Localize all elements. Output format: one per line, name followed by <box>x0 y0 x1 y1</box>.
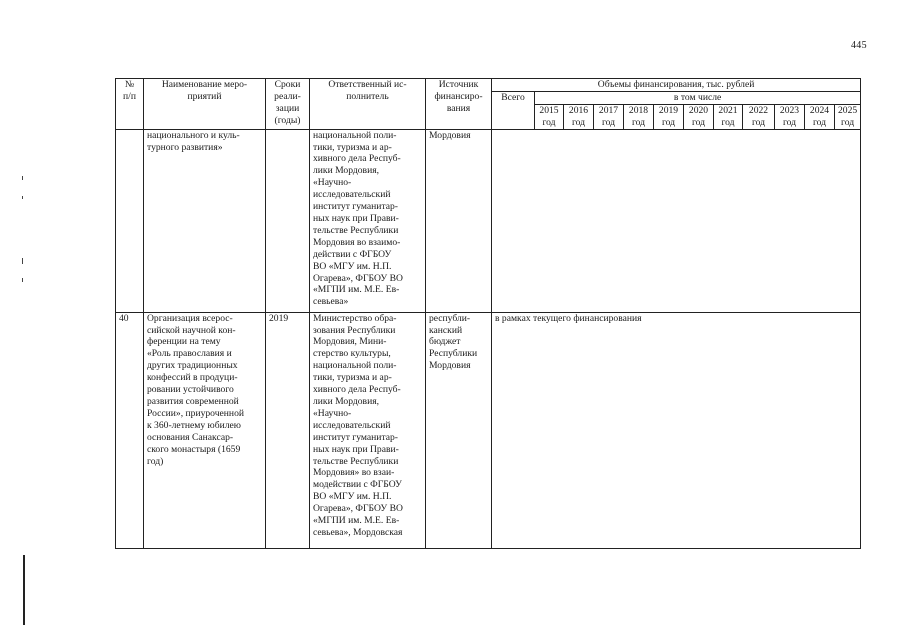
header-year: 2019 год <box>654 104 684 129</box>
row-source: республи- канский бюджет Республики Мордовия <box>426 312 492 548</box>
page-number: 445 <box>851 40 867 51</box>
header-responsible: Ответственный ис- полнитель <box>310 79 426 130</box>
header-year: 2024 год <box>805 104 835 129</box>
left-margin-marks <box>22 176 25 616</box>
header-year: 2018 год <box>624 104 654 129</box>
row-num <box>116 129 144 312</box>
row-financing: в рамках текущего финансирования <box>492 312 861 548</box>
row-responsible: Министерство обра- зования Республики Мордовия, Мини- стерство культуры, национальной поли- тики, туризма и ар- хивного дела Респуб- лики Мордовия, «Научно- исследовательский институт гуманитар- ных наук при Прави- тельстве Республики Мордовия» во взаи- модействии с ФГБОУ ВО «МГУ им. Н.П. Огарева», ФГБОУ ВО «МГПИ им. М.Е. Ев- севьева», Мордовская <box>310 312 426 548</box>
header-year: 2021 год <box>714 104 743 129</box>
header-term: Сроки реали- зации (годы) <box>266 79 310 130</box>
header-num: № п/п <box>116 79 144 130</box>
row-name: национального и куль- турного развития» <box>144 129 266 312</box>
header-year: 2025 год <box>835 104 861 129</box>
header-year: 2020 год <box>684 104 714 129</box>
row-term: 2019 <box>266 312 310 548</box>
table-row <box>116 129 861 312</box>
row-name: Организация всерос- сийской научной кон- ференции на тему «Роль православия и других традиционных конфессий в продуци- ровании устойчивого развития современной России», приуроченной к 360-летнему юбилею основания Санаксар- ского монастыря (1659 год) <box>144 312 266 548</box>
header-year: 2022 год <box>743 104 775 129</box>
row-responsible: национальной поли- тики, туризма и ар- хивного дела Респуб- лики Мордовия, «Научно- исследовательский институт гуманитар- ных наук при Прави- тельстве Республики Мордовия во взаимо- действии с ФГБОУ ВО «МГУ им. Н.П. Огарева», ФГБОУ ВО «МГПИ им. М.Е. Ев- севьева» <box>310 129 426 312</box>
header-year: 2016 год <box>564 104 594 129</box>
header-year: 2023 год <box>775 104 805 129</box>
header-year: 2015 год <box>535 104 564 129</box>
table-row <box>116 312 861 548</box>
header-total: Всего <box>492 91 535 129</box>
header-row-1 <box>116 79 861 92</box>
header-name: Наименование меро- приятий <box>144 79 266 130</box>
row-term <box>266 129 310 312</box>
row-source: Мордовия <box>426 129 492 312</box>
header-volume: Объемы финансирования, тыс. рублей <box>492 79 861 92</box>
financing-table <box>115 78 861 549</box>
row-financing <box>492 129 861 312</box>
header-source: Источник финансиро- вания <box>426 79 492 130</box>
header-including: в том числе <box>535 91 861 104</box>
left-binding-line <box>23 555 25 625</box>
header-year: 2017 год <box>594 104 624 129</box>
row-num: 40 <box>116 312 144 548</box>
